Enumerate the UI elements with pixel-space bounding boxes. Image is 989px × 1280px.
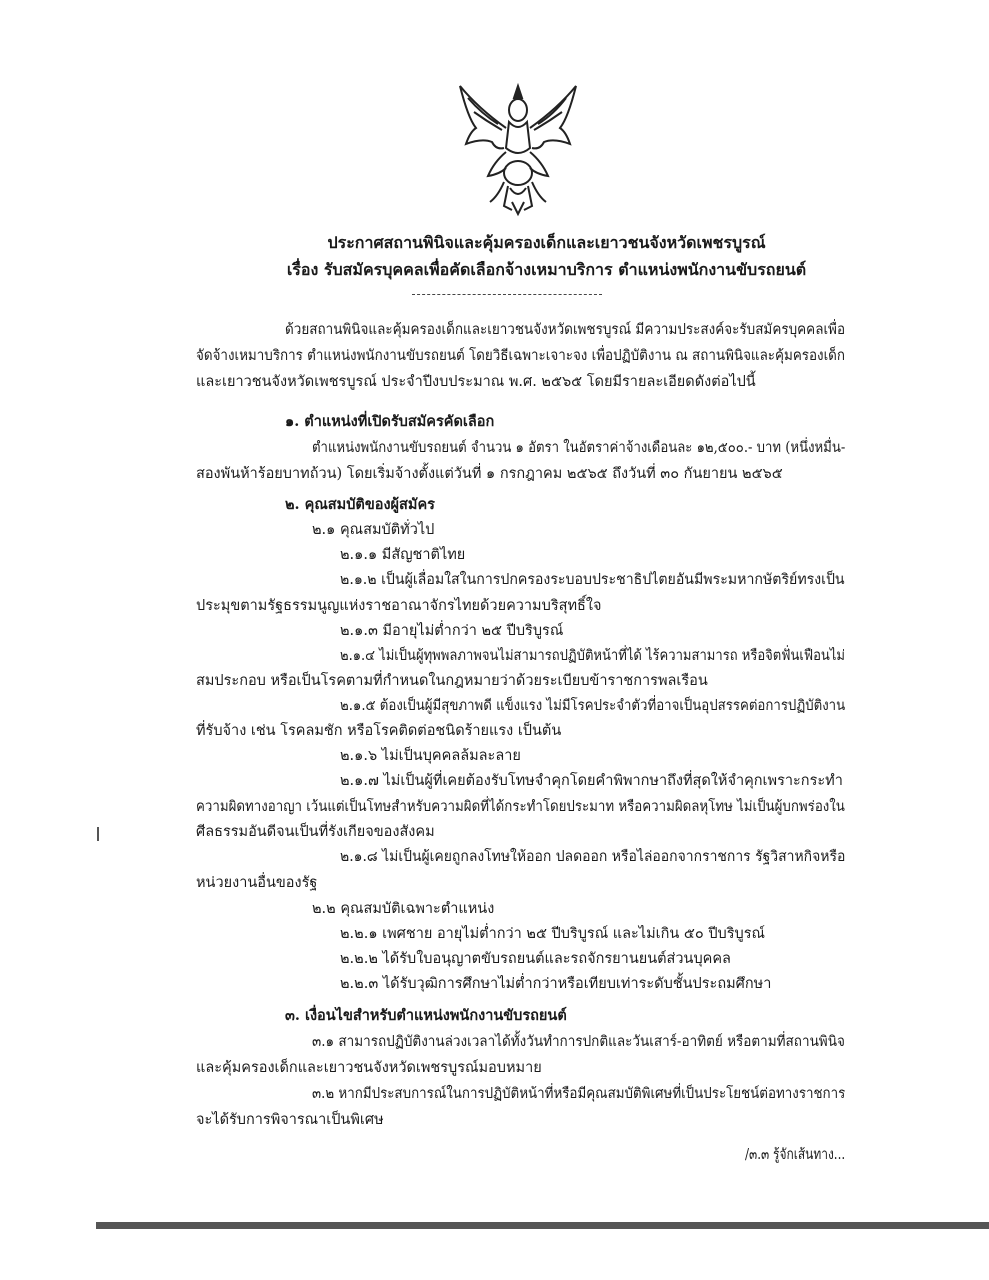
section-1-heading: ๑. ตำแหน่งที่เปิดรับสมัครคัดเลือก [285, 413, 495, 430]
item-2-1-7-line-3: ศีลธรรมอันดีจนเป็นที่รังเกียจของสังคม [196, 824, 435, 840]
item-2-1-2-line-2: ประมุขตามรัฐธรรมนูญแห่งราชอาณาจักรไทยด้วยความบริสุทธิ์ใจ [196, 598, 602, 614]
scan-edge-band [96, 1222, 989, 1229]
item-2-1-7-line-2: ความผิดทางอาญา เว้นแต่เป็นโทษสำหรับความผิดที่ได้กระทำโดยประมาท หรือความผิดลหุโทษ ไม่เป็นผู้บกพร่องใน [196, 799, 845, 815]
intro-line-3: และเยาวชนจังหวัดเพชรบูรณ์ ประจำปีงบประมาณ พ.ศ. ๒๕๖๕ โดยมีรายละเอียดดังต่อไปนี้ [196, 374, 756, 390]
item-2-2-3: ๒.๒.๓ ได้รับวุฒิการศึกษาไม่ต่ำกว่าหรือเทียบเท่าระดับชั้นประถมศึกษา [340, 976, 772, 992]
item-2-1-4-line-2: สมประกอบ หรือเป็นโรคตามที่กำหนดในกฎหมายว่าด้วยระเบียบข้าราชการพลเรือน [196, 673, 708, 689]
scan-mark [97, 827, 99, 841]
item-3-1-line-2: และคุ้มครองเด็กและเยาวชนจังหวัดเพชรบูรณ์มอบหมาย [196, 1060, 542, 1076]
item-2-1-8-line-2: หน่วยงานอื่นของรัฐ [196, 875, 318, 891]
item-2-1-7-line-1: ๒.๑.๗ ไม่เป็นผู้ที่เคยต้องรับโทษจำคุกโดยคำพิพากษาถึงที่สุดให้จำคุกเพราะกระทำ [340, 773, 843, 789]
item-2-1-3: ๒.๑.๓ มีอายุไม่ต่ำกว่า ๒๕ ปีบริบูรณ์ [340, 623, 564, 639]
item-2-1-2-line-1: ๒.๑.๒ เป็นผู้เลื่อมใสในการปกครองระบอบประชาธิปไตยอันมีพระมหากษัตริย์ทรงเป็น [340, 572, 845, 588]
intro-line-2: จัดจ้างเหมาบริการ ตำแหน่งพนักงานขับรถยนต์ โดยวิธีเฉพาะเจาะจง เพื่อปฏิบัติงาน ณ สถานพินิจและคุ้มครองเด็ก [196, 348, 846, 364]
section-2-2-heading: ๒.๒ คุณสมบัติเฉพาะตำแหน่ง [312, 901, 495, 917]
item-3-2-line-2: จะได้รับการพิจารณาเป็นพิเศษ [196, 1112, 384, 1128]
section-3-heading: ๓. เงื่อนไขสำหรับตำแหน่งพนักงานขับรถยนต์ [285, 1007, 567, 1024]
continued-note: /๓.๓ รู้จักเส้นทาง... [745, 1147, 846, 1163]
section-1-line-2: สองพันห้าร้อยบาทถ้วน) โดยเริ่มจ้างตั้งแต่วันที่ ๑ กรกฎาคม ๒๕๖๕ ถึงวันที่ ๓๐ กันยายน ๒๕๖๕ [196, 466, 783, 482]
section-2-1-heading: ๒.๑ คุณสมบัติทั่วไป [312, 522, 435, 538]
item-2-1-8-line-1: ๒.๑.๘ ไม่เป็นผู้เคยถูกลงโทษให้ออก ปลดออก หรือไล่ออกจากราชการ รัฐวิสาหกิจหรือ [340, 849, 846, 865]
item-3-1-line-1: ๓.๑ สามารถปฏิบัติงานล่วงเวลาได้ทั้งวันทำการปกติและวันเสาร์-อาทิตย์ หรือตามที่สถานพินิจ [312, 1034, 845, 1050]
section-2-heading: ๒. คุณสมบัติของผู้สมัคร [285, 496, 435, 513]
item-2-1-5-line-2: ที่รับจ้าง เช่น โรคลมชัก หรือโรคติดต่อชนิดร้ายแรง เป็นต้น [196, 723, 562, 739]
item-2-1-5-line-1: ๒.๑.๕ ต้องเป็นผู้มีสุขภาพดี แข็งแรง ไม่มีโรคประจำตัวที่อาจเป็นอุปสรรคต่อการปฏิบัติงาน [340, 698, 846, 714]
item-2-2-1: ๒.๒.๑ เพศชาย อายุไม่ต่ำกว่า ๒๕ ปีบริบูรณ์ และไม่เกิน ๕๐ ปีบริบูรณ์ [340, 926, 765, 942]
announcement-subject: เรื่อง รับสมัครบุคคลเพื่อคัดเลือกจ้างเหมาบริการ ตำแหน่งพนักงานขับรถยนต์ [286, 260, 807, 279]
intro-line-1: ด้วยสถานพินิจและคุ้มครองเด็กและเยาวชนจังหวัดเพชรบูรณ์ มีความประสงค์จะรับสมัครบุคคลเพื่อ [285, 322, 846, 338]
item-3-2-line-1: ๓.๒ หากมีประสบการณ์ในการปฏิบัติหน้าที่หรือมีคุณสมบัติพิเศษที่เป็นประโยชน์ต่อทางราชการ [312, 1086, 846, 1102]
item-2-1-4-line-1: ๒.๑.๔ ไม่เป็นผู้ทุพพลภาพจนไม่สามารถปฏิบัติหน้าที่ได้ ไร้ความสามารถ หรือจิตฟั่นเฟือนไม่ [340, 648, 845, 664]
title-divider [412, 294, 602, 295]
garuda-emblem-icon [448, 78, 588, 218]
item-2-2-2: ๒.๒.๒ ได้รับใบอนุญาตขับรถยนต์และรถจักรยานยนต์ส่วนบุคคล [340, 951, 731, 967]
section-1-line-1: ตำแหน่งพนักงานขับรถยนต์ จำนวน ๑ อัตรา ในอัตราค่าจ้างเดือนละ ๑๒,๕๐๐.- บาท (หนึ่งหมื่น- [312, 440, 846, 456]
announcement-title: ประกาศสถานพินิจและคุ้มครองเด็กและเยาวชนจังหวัดเพชรบูรณ์ [327, 233, 766, 252]
item-2-1-6: ๒.๑.๖ ไม่เป็นบุคคลล้มละลาย [340, 748, 521, 764]
item-2-1-1: ๒.๑.๑ มีสัญชาติไทย [340, 547, 466, 563]
